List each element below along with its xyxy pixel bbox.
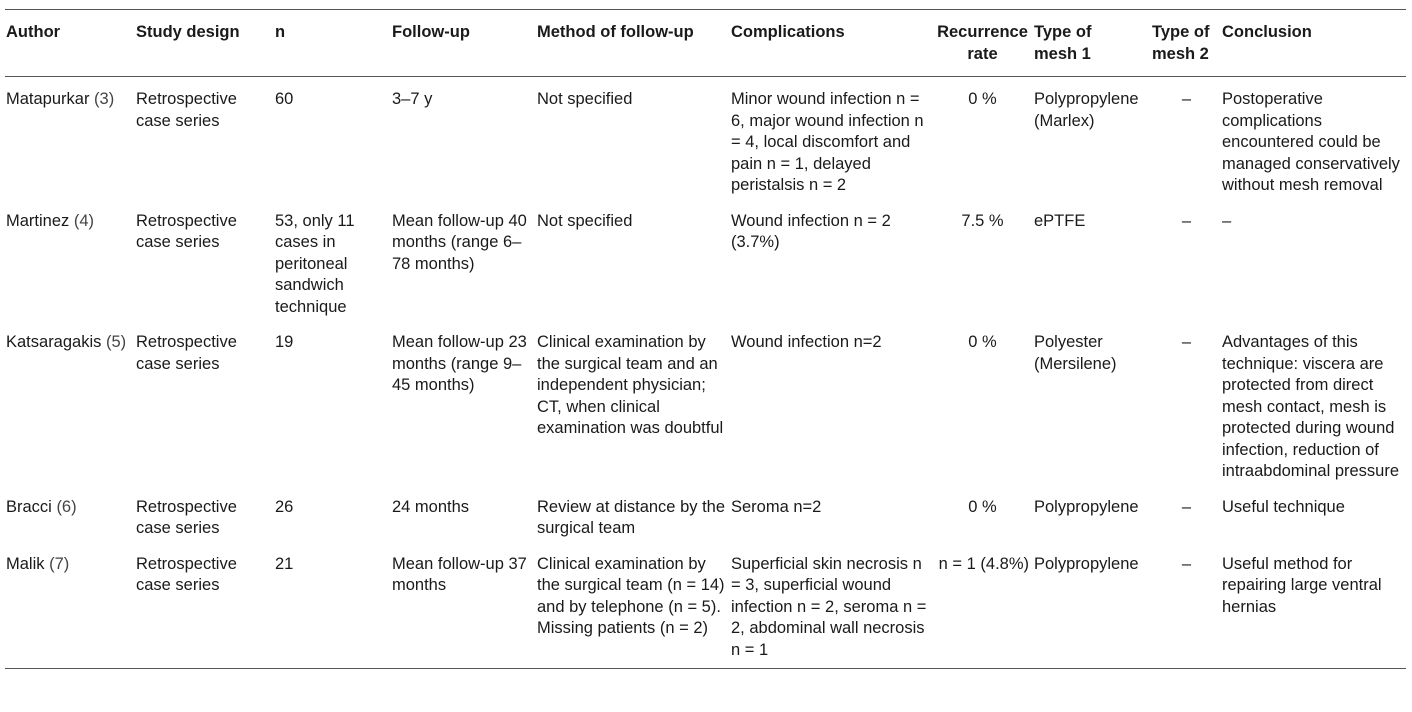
cell-study-design: Retrospective case series [136, 497, 237, 537]
table-row [5, 199, 1406, 321]
author-name: Martinez [6, 211, 70, 230]
header-mesh1 [1033, 10, 1151, 77]
author-name: Malik [6, 554, 45, 573]
cell-method: Not specified [537, 90, 633, 108]
header-recurrence-line2: rate [967, 44, 998, 63]
cell-follow-up: Mean follow-up 40 months (range 6–78 months) [392, 211, 527, 273]
cell-method: Clinical examination by the surgical team and an independent physician; CT, when clinical examination was doubtful [537, 333, 724, 437]
cell-mesh1: Polypropylene [1034, 497, 1139, 516]
header-recurrence [931, 10, 1033, 77]
table-row [5, 485, 1406, 542]
cell-study-design: Retrospective case series [136, 333, 237, 373]
study-table [5, 9, 1406, 669]
table-row [5, 77, 1406, 199]
cell-conclusion: Useful technique [1222, 497, 1345, 516]
cell-mesh1: Polypropylene (Marlex) [1034, 90, 1139, 130]
header-mesh2-line2: mesh 2 [1152, 44, 1209, 63]
author-name: Bracci [6, 497, 52, 516]
cell-mesh2: – [1181, 497, 1192, 516]
cell-study-design: Retrospective case series [136, 211, 237, 251]
cell-follow-up: Mean follow-up 37 months [392, 554, 527, 594]
header-study-design: Study design [136, 23, 240, 41]
cell-complications: Superficial skin necrosis n = 3, superficial wound infection n = 2, seroma n = 2, abdominal wall necrosis n = 1 [731, 554, 927, 659]
reference-number: (7) [49, 554, 70, 573]
header-author: Author [6, 23, 61, 41]
cell-complications: Seroma n=2 [731, 497, 822, 516]
cell-n: 21 [275, 554, 294, 573]
cell-author [5, 542, 135, 669]
header-row [5, 10, 1406, 77]
cell-mesh2: – [1181, 333, 1192, 351]
reference-number: (4) [73, 211, 95, 230]
header-complications: Complications [731, 23, 845, 41]
header-mesh2 [1151, 10, 1221, 77]
cell-method: Not specified [537, 211, 633, 230]
cell-recurrence: 7.5 % [961, 211, 1004, 230]
header-n: n [275, 23, 286, 41]
cell-mesh2: – [1181, 554, 1192, 573]
cell-recurrence: 0 % [968, 497, 997, 516]
table-row [5, 542, 1406, 669]
author-name: Katsaragakis [6, 333, 102, 351]
cell-follow-up: Mean follow-up 23 months (range 9–45 months) [392, 333, 527, 394]
cell-complications: Wound infection n=2 [731, 333, 882, 351]
cell-complications: Wound infection n = 2 (3.7%) [731, 211, 891, 251]
cell-n: 60 [275, 90, 294, 108]
cell-mesh1: Polypropylene [1034, 554, 1139, 573]
cell-follow-up: 3–7 y [392, 90, 433, 108]
header-mesh1-line1: Type of [1034, 23, 1092, 41]
cell-method: Clinical examination by the surgical team (n = 14) and by telephone (n = 5). Missing patients (n = 2) [537, 554, 725, 637]
table-row [5, 320, 1406, 485]
cell-conclusion: – [1222, 211, 1232, 230]
header-method: Method of follow-up [537, 23, 694, 41]
header-follow-up: Follow-up [392, 23, 470, 41]
cell-mesh1: Polyester (Mersilene) [1034, 333, 1117, 373]
cell-mesh2: – [1181, 90, 1192, 108]
cell-conclusion: Useful method for repairing large ventral hernias [1222, 554, 1382, 616]
cell-mesh2: – [1181, 211, 1192, 230]
cell-mesh1: ePTFE [1034, 211, 1086, 230]
cell-conclusion: Advantages of this technique: viscera are protected from direct mesh contact, mesh is protected during wound infection, reduction of intraabdominal pressure [1222, 333, 1400, 480]
reference-number: (3) [94, 90, 115, 108]
cell-conclusion: Postoperative complications encountered could be managed conservatively without mesh removal [1222, 90, 1400, 194]
header-recurrence-line1: Recurrence [937, 23, 1028, 41]
cell-n: 53, only 11 cases in peritoneal sandwich technique [275, 211, 355, 316]
cell-complications: Minor wound infection n = 6, major wound infection n = 4, local discomfort and pain n = 1, delayed peristalsis n = 2 [731, 90, 924, 194]
cell-n: 19 [275, 333, 294, 351]
cell-recurrence: n = 1 (4.8%) [938, 554, 1029, 573]
reference-number: (6) [56, 497, 77, 516]
author-name: Matapurkar [6, 90, 90, 108]
table-body [5, 77, 1406, 669]
cell-author [5, 485, 135, 542]
reference-number: (5) [105, 333, 127, 351]
table-header [5, 10, 1406, 77]
header-mesh1-line2: mesh 1 [1034, 44, 1091, 63]
cell-study-design: Retrospective case series [136, 554, 237, 594]
cell-follow-up: 24 months [392, 497, 470, 516]
cell-recurrence: 0 % [968, 333, 997, 351]
cell-author [5, 77, 135, 199]
cell-method: Review at distance by the surgical team [537, 497, 726, 537]
cell-n: 26 [275, 497, 294, 516]
header-conclusion: Conclusion [1222, 23, 1312, 41]
cell-recurrence: 0 % [968, 90, 997, 108]
cell-author [5, 199, 135, 321]
header-mesh2-line1: Type of [1152, 23, 1210, 41]
cell-author [5, 320, 135, 485]
cell-study-design: Retrospective case series [136, 90, 237, 130]
